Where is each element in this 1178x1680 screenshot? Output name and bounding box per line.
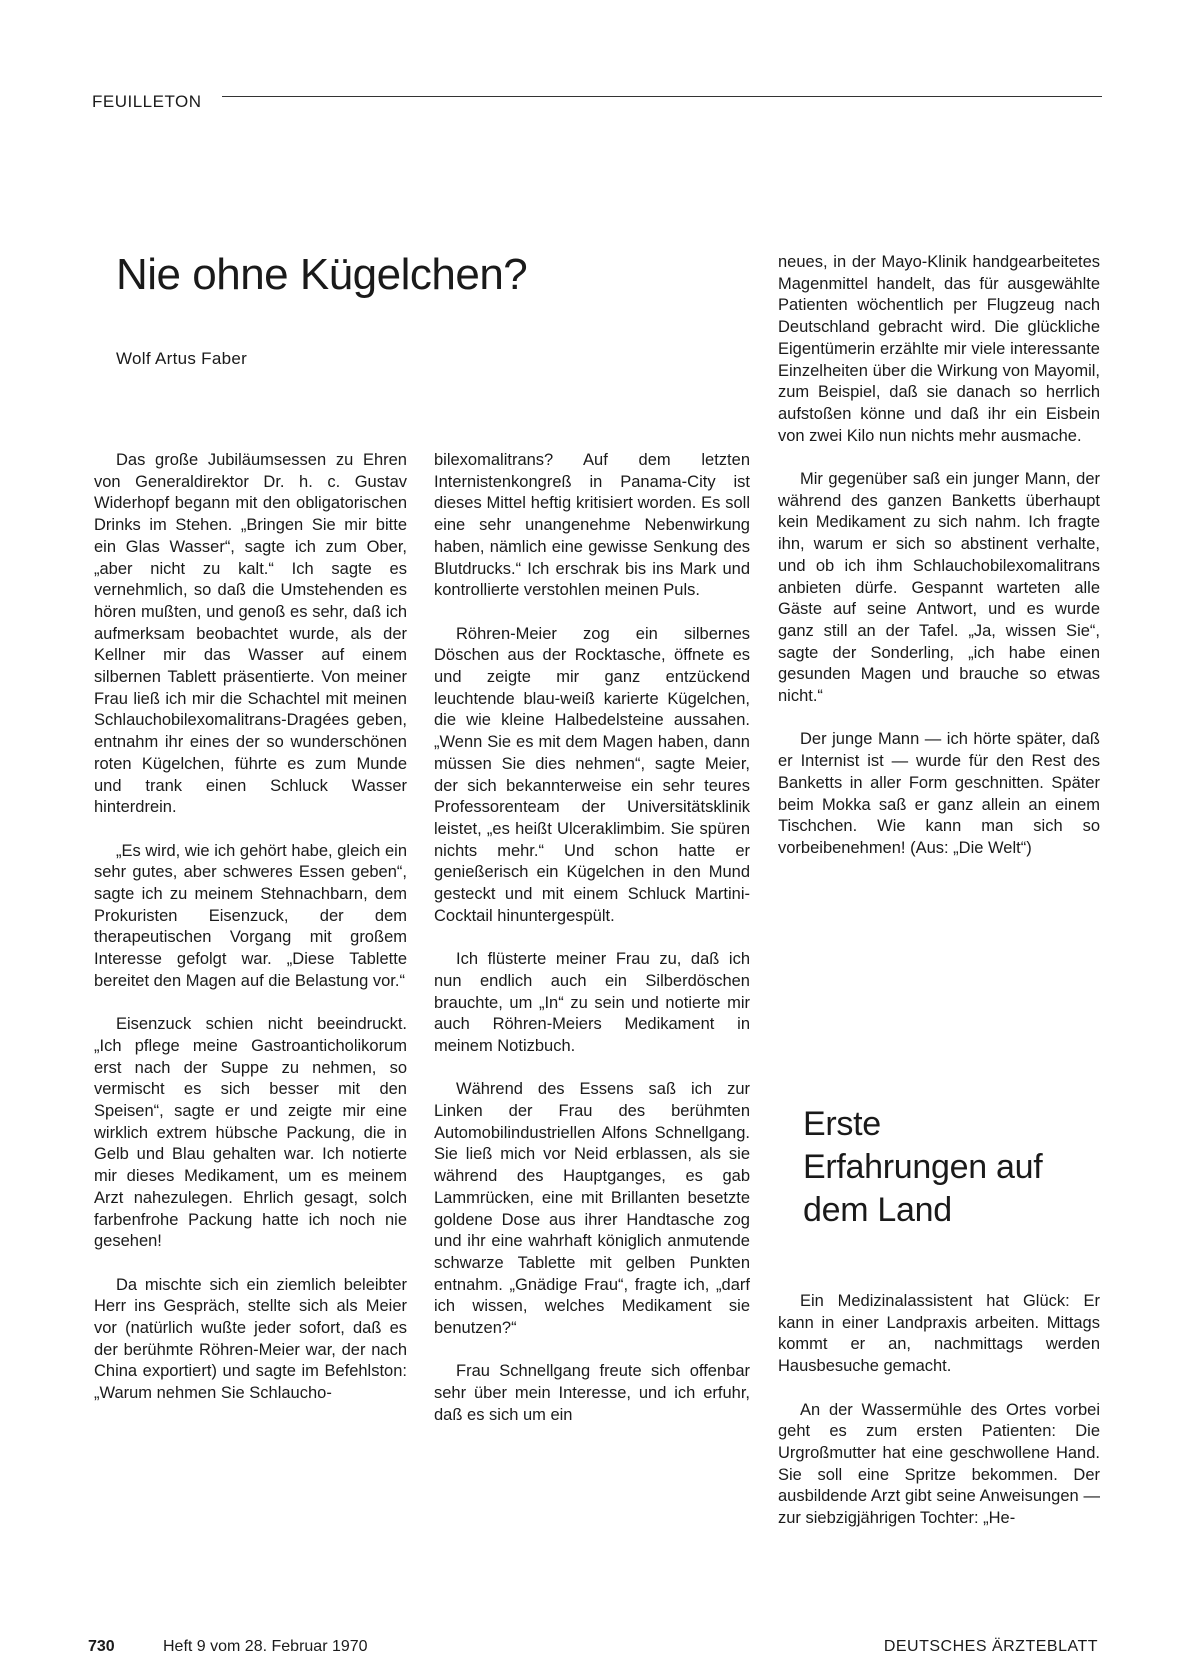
paragraph: Während des Essens saß ich zur Linken der Frau des berühmten Automobilindustriellen Alfons Schnellgang. Sie ließ mich vor Neid erblassen, als sie während des Hauptganges, es gab Lammrücken, eine mit Brillanten besetzte goldene Dose aus ihrer Handtasche zog und ihr eine wahrhaft königlich anmutende schwarze Tablette mit gelben Punkten entnahm. „Gnädige Frau“, fragte ich, „darf ich wissen, welches Medikament sie benutzen?“ — [434, 1080, 750, 1338]
paragraph: bilexomalitrans? Auf dem letzten Internistenkongreß in Panama-City ist dieses Mittel heftig kritisiert worden. Es soll eine sehr unangenehme Nebenwirkung haben, nämlich eine gewisse Senkung des Blutdrucks.“ Ich erschrak bis ins Mark und kontrollierte verstohlen meinen Puls. — [434, 451, 750, 600]
paragraph: Ich flüsterte meiner Frau zu, daß ich nun endlich auch ein Silberdöschen brauchte, um „In“ zu sein und notierte mir auch Röhren-Meiers Medikament in meinem Notizbuch. — [434, 950, 750, 1055]
paragraph: Frau Schnellgang freute sich offenbar sehr über mein Interesse, und ich erfuhr, daß es sich um ein — [434, 1362, 750, 1424]
paragraph: Röhren-Meier zog ein silbernes Döschen aus der Rocktasche, öffnete es und zeigte mir ganz entzückend leuchtende blau-weiß karierte Kügelchen, die wie kleine Halbedelsteine aussahen. „Wenn Sie es mit dem Magen haben, dann müssen Sie dies nehmen“, sagte Meier, der sich bekannterweise ein sehr teures Professorenteam der Universitätsklinik leistet, „es heißt Ulceraklimbim. Sie spüren nichts mehr.“ Und schon hatte er genießerisch ein Kügelchen in den Mund gesteckt und mit einem Schluck Martini-Cocktail hinuntergespült. — [434, 624, 750, 925]
section-label: FEUILLETON — [92, 92, 202, 111]
text-column-2 — [434, 450, 750, 1427]
second-article-title — [803, 1103, 1103, 1232]
page-number: 730 — [88, 1638, 115, 1655]
paragraph: Der junge Mann — ich hörte später, daß er Internist ist — wurde für den Rest des Banketts in aller Form geschnitten. Später beim Mokka saß er ganz allein an einem Tischchen. Wie kann man sich so vorbeibenehmen! (Aus: „Die Welt“) — [778, 730, 1100, 857]
paragraph: Ein Medizinalassistent hat Glück: Er kann in einer Landpraxis arbeiten. Mittags kommt er an, nachmittags werden Hausbesuche gemacht. — [778, 1292, 1100, 1376]
paragraph: „Es wird, wie ich gehört habe, gleich ein sehr gutes, aber schweres Essen geben“, sagte ich zu meinem Stehnachbarn, dem Prokuristen Eisenzuck, der dem therapeutischen Vorgang mit großem Interesse gefolgt war. „Diese Tablette bereitet den Magen auf die Belastung vor.“ — [94, 841, 407, 990]
publication-name: DEUTSCHES ÄRZTEBLATT — [883, 1638, 1098, 1655]
title-line: dem Land — [803, 1191, 952, 1229]
issue-info: Heft 9 vom 28. Februar 1970 — [163, 1638, 368, 1655]
article-title: Nie ohne Kügelchen? — [116, 250, 528, 299]
text-column-1 — [94, 450, 407, 1405]
header-rule — [222, 96, 1102, 97]
text-column-3 — [778, 252, 1100, 860]
article-author: Wolf Artus Faber — [116, 349, 248, 368]
second-article-column — [778, 1291, 1100, 1530]
title-line: Erste — [803, 1105, 881, 1143]
paragraph: Das große Jubiläumsessen zu Ehren von Generaldirektor Dr. h. c. Gustav Widerhopf begann mit den obligatorischen Drinks im Stehen. „Bringen Sie mir bitte ein Glas Wasser“, sagte ich zum Ober, „aber nicht zu kalt.“ Ich sagte es vernehmlich, so daß die Umstehenden es hören mußten, und genoß es sehr, daß ich aufmerksam beobachtet wurde, als der Kellner mir das Wasser auf einem silbernen Tablett präsentierte. Von meiner Frau ließ ich mir die Schachtel mit meinen Schlauchobilexomalitrans-Dragées geben, entnahm ihr eines der so wunderschönen roten Kügelchen, führte es zum Munde und trank einen Schluck Wasser hinterdrein. — [94, 451, 407, 817]
paragraph: Mir gegenüber saß ein junger Mann, der während des ganzen Banketts überhaupt kein Medikament zu sich nahm. Ich fragte ihn, warum er sich so abstinent verhalte, und ob ich ihm Schlauchobilexomalitrans anbieten dürfe. Gespannt warteten alle Gäste auf seine Antwort, und es wurde ganz still an der Tafel. „Ja, wissen Sie“, sagte der Sonderling, „ich habe einen gesunden Magen und brauche so etwas nicht.“ — [778, 470, 1100, 706]
paragraph: Eisenzuck schien nicht beeindruckt. „Ich pflege meine Gastroanticholikorum erst nach der Suppe zu nehmen, so vermischt es sich besser mit den Speisen“, sagte er und zeigte mir eine wirklich extrem hübsche Packung, die in Gelb und Blau gehalten war. Ich notierte mir dieses Medikament, um es meinem Arzt nahezulegen. Ehrlich gesagt, solch farbenfrohe Packung hatte ich noch nie gesehen! — [94, 1015, 407, 1251]
title-line: Erfahrungen auf — [803, 1148, 1043, 1186]
paragraph: neues, in der Mayo-Klinik handgearbeitetes Magenmittel handelt, das für ausgewählte Patienten wöchentlich per Flugzeug nach Deutschland gebracht wird. Die glückliche Eigentümerin erzählte mir viele interessante Einzelheiten über die Wirkung von Mayomil, zum Beispiel, daß sie danach so herrlich aufstoßen könne und daß ihr ein Eisbein von zwei Kilo nun nichts mehr ausmache. — [778, 253, 1100, 445]
paragraph: An der Wassermühle des Ortes vorbei geht es zum ersten Patienten: Die Urgroßmutter hat eine geschwollene Hand. Sie soll eine Spritze bekommen. Der ausbildende Arzt gibt seine Anweisungen — zur siebzigjährigen Tochter: „He- — [778, 1400, 1100, 1528]
paragraph: Da mischte sich ein ziemlich beleibter Herr ins Gespräch, stellte sich als Meier vor (natürlich wußte jeder sofort, daß es der berühmte Röhren-Meier war, der nach China exportiert) und sagte im Befehlston: „Warum nehmen Sie Schlaucho- — [94, 1275, 407, 1403]
